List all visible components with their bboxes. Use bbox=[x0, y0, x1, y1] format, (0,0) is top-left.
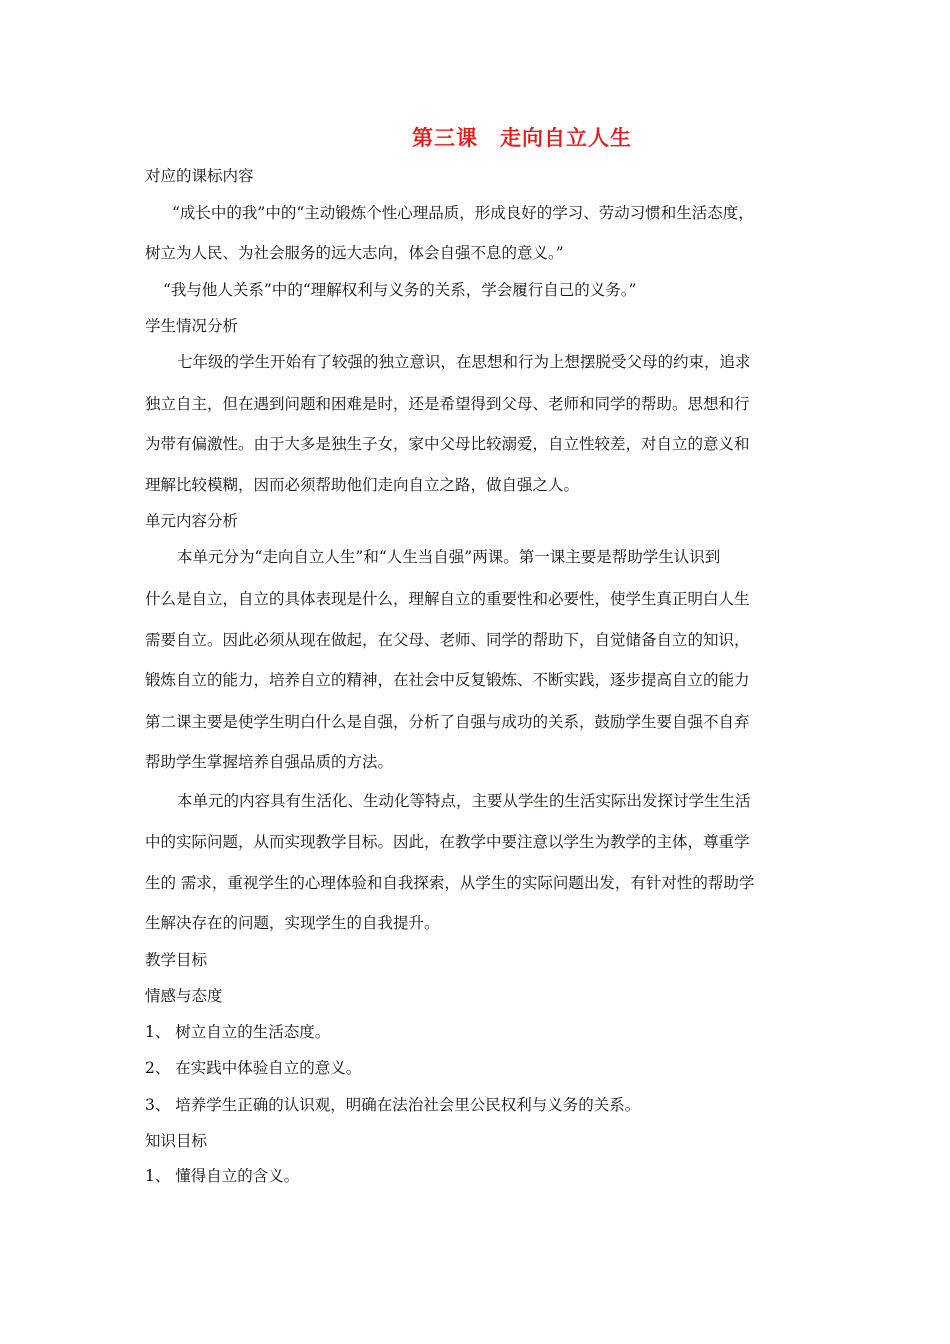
list-item: 2、 在实践中体验自立的意义。 bbox=[145, 1059, 362, 1077]
paragraph-line: “成长中的我”中的“主动锻炼个性心理品质，形成良好的学习、劳动习惯和生活态度， bbox=[172, 204, 754, 222]
section-heading: 学生情况分析 bbox=[145, 317, 239, 335]
list-item: 3、 培养学生正确的认识观，明确在法治社会里公民权利与义务的关系。 bbox=[145, 1096, 641, 1114]
list-item: 1、 树立自立的生活态度。 bbox=[145, 1023, 331, 1041]
paragraph-line: 七年级的学生开始有了较强的独立意识，在思想和行为上想摆脱受父母的约束，追求 bbox=[177, 353, 751, 371]
paragraph-line: 什么是自立，自立的具体表现是什么，理解自立的重要性和必要性，使学生真正明白人生 bbox=[145, 590, 750, 608]
paragraph-line: 生解决存在的问题，实现学生的自我提升。 bbox=[145, 914, 440, 932]
paragraph-line: 锻炼自立的能力，培养自立的精神，在社会中反复锻炼、不断实践，逐步提高自立的能力 bbox=[145, 671, 750, 689]
paragraph-line: 需要自立。因此必须从现在做起，在父母、老师、同学的帮助下，自觉储备自立的知识， bbox=[145, 631, 750, 649]
paragraph-line: 独立自主，但在遇到问题和困难是时，还是希望得到父母、老师和同学的帮助。思想和行 bbox=[145, 395, 750, 413]
paragraph-line: 为带有偏激性。由于大多是独生子女，家中父母比较溺爱，自立性较差，对自立的意义和 bbox=[145, 435, 750, 453]
lesson-title: 第三课 走向自立人生 bbox=[412, 126, 632, 150]
list-item: 1、 懂得自立的含义。 bbox=[145, 1167, 300, 1185]
paragraph-line: 中的实际问题，从而实现教学目标。因此，在教学中要注意以学生为教学的主体，尊重学 bbox=[145, 833, 750, 851]
paragraph-line: 生的 需求，重视学生的心理体验和自我探索，从学生的实际问题出发，有针对性的帮助学 bbox=[145, 874, 755, 892]
paragraph-line: 第二课主要是使学生明白什么是自强，分析了自强与成功的关系，鼓励学生要自强不自弃 bbox=[145, 713, 750, 731]
paragraph-line: 本单元分为“走向自立人生”和“人生当自强”两课。第一课主要是帮助学生认识到 bbox=[177, 548, 721, 566]
section-heading: 单元内容分析 bbox=[145, 512, 239, 530]
subsection-heading: 情感与态度 bbox=[145, 987, 223, 1005]
paragraph-line: “我与他人关系”中的“理解权利与义务的关系，学会履行自己的义务。” bbox=[163, 281, 637, 299]
subsection-heading: 知识目标 bbox=[145, 1132, 208, 1150]
paragraph-line: 帮助学生掌握培养自强品质的方法。 bbox=[145, 753, 394, 771]
section-heading: 教学目标 bbox=[145, 951, 208, 969]
paragraph-line: 理解比较模糊，因而必须帮助他们走向自立之路，做自强之人。 bbox=[145, 476, 580, 494]
section-heading: 对应的课标内容 bbox=[145, 167, 254, 185]
paragraph-line: 本单元的内容具有生活化、生动化等特点，主要从学生的生活实际出发探讨学生生活 bbox=[177, 792, 751, 810]
paragraph-line: 树立为人民、为社会服务的远大志向，体会自强不息的意义。” bbox=[145, 244, 564, 262]
